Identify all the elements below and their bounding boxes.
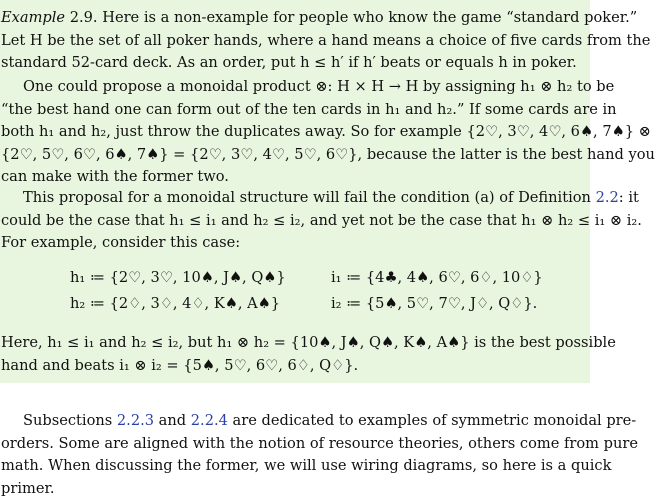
math-i2: i₂ ≔ {5♠, 5♡, 7♡, J♢, Q♢}. [331,295,538,312]
example-line: could be the case that h₁ ≤ i₁ and h₂ ≤ i₂, and yet not be the case that h₁ ⊗ h₂ ≤ i₁ ⊗ i₂. [1,211,642,229]
math-h2: h₂ ≔ {2♢, 3♢, 4♢, K♠, A♠} [70,295,280,312]
example-line: “the best hand one can form out of the ten cards in h₁ and h₂.” If some cards are in [1,100,617,118]
example-line [1,7,638,30]
example-paragraph-1 [1,7,651,75]
example-text: Here is a non-example for people who know the game “standard poker.” [102,9,638,26]
example-line [1,187,639,210]
body-text: and [158,412,187,429]
body-line [1,410,637,433]
math-i1: i₁ ≔ {4♣, 4♠, 6♡, 6♢, 10♢} [331,269,543,286]
example-line: hand and beats i₁ ⊗ i₂ = {5♠, 5♡, 6♡, 6♢, Q♢}. [1,356,359,374]
body-line: orders. Some are aligned with the notion of resource theories, others come from pure [1,434,639,452]
example-line: standard 52-card deck. As an order, put h ≤ h′ if h′ beats or equals h in poker. [1,54,577,72]
example-line: Let H be the set of all poker hands, where a hand means a choice of five cards from the [1,31,651,49]
subsection-link-2[interactable]: 2.2.4 [190,412,228,429]
body-paragraph [1,410,639,500]
example-text: This proposal for a monoidal structure will fail the condition (a) of Definition [23,189,591,206]
example-text: : it [618,189,639,206]
body-text: are dedicated to examples of symmetric monoidal pre- [232,412,637,429]
example-paragraph-2 [1,76,655,189]
example-line: For example, consider this case: [1,234,241,252]
math-h1: h₁ ≔ {2♡, 3♡, 10♠, J♠, Q♠} [70,269,286,286]
subsection-link-1[interactable]: 2.2.3 [116,412,155,429]
example-paragraph-3 [1,187,642,255]
example-number: 2.9. [69,9,98,26]
example-line: both h₁ and h₂, just throw the duplicates away. So for example {2♡, 3♡, 4♡, 6♠, 7♠} ⊗ [1,123,651,141]
body-line: primer. [1,479,55,497]
example-label: Example [1,9,66,26]
body-line: math. When discussing the former, we will use wiring diagrams, so here is a quick [1,457,612,475]
example-line: One could propose a monoidal product ⊗: H × H → H by assigning h₁ ⊗ h₂ to be [23,78,615,95]
example-line: Here, h₁ ≤ i₁ and h₂ ≤ i₂, but h₁ ⊗ h₂ = {10♠, J♠, Q♠, K♠, A♠} is the best possible [1,334,616,351]
example-paragraph-4 [1,332,616,377]
example-line: can make with the former two. [1,168,229,186]
definition-link[interactable]: 2.2 [595,189,619,206]
example-line: {2♡, 5♡, 6♡, 6♠, 7♠} = {2♡, 3♡, 4♡, 5♡, 6♡}, because the latter is the best hand you [1,145,655,163]
body-text: Subsections [23,412,113,429]
